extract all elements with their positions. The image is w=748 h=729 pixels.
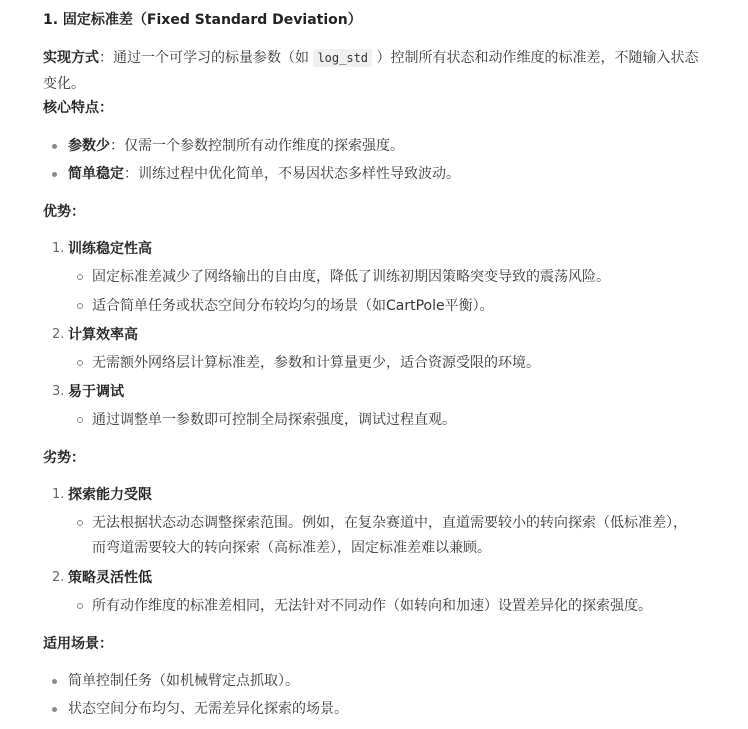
bullet-dot (52, 707, 57, 712)
use-case-item: 简单控制任务（如机械臂定点抓取）。 (68, 673, 299, 689)
advantages-heading: 优势： (43, 204, 85, 220)
bullet-circle (77, 303, 83, 309)
disadvantages-heading: 劣势： (43, 450, 85, 466)
bullet-circle (77, 417, 83, 423)
implementation-sep: ： (99, 50, 113, 66)
list-number: 3. (52, 384, 65, 399)
implementation-line-1 (43, 48, 698, 68)
list-number: 2. (52, 570, 65, 585)
core-feature-text: 仅需一个参数控制所有动作维度的探索强度。 (124, 138, 404, 154)
bullet-circle (77, 274, 83, 280)
advantage-subitem: 固定标准差减少了网络输出的自由度，降低了训练初期因策略突变导致的震荡风险。 (92, 269, 610, 285)
advantage-label: 训练稳定性高 (68, 241, 152, 257)
core-feature-sep: ： (110, 138, 124, 154)
bullet-circle (77, 360, 83, 366)
implementation-label: 实现方式 (43, 50, 99, 66)
bullet-circle (77, 520, 83, 526)
advantage-subitem: 通过调整单一参数即可控制全局探索强度，调试过程直观。 (92, 412, 456, 428)
implementation-text-after: ）控制所有状态和动作维度的标准差，不随输入状态 (372, 50, 699, 66)
disadvantage-subitem-line-2: 而弯道需要较大的转向探索（高标准差），固定标准差难以兼顾。 (92, 540, 491, 556)
bullet-dot (52, 144, 57, 149)
use-cases-heading: 适用场景： (43, 636, 113, 652)
list-number: 1. (52, 487, 65, 502)
advantage-subitem: 适合简单任务或状态空间分布较均匀的场景（如CartPole平衡）。 (92, 298, 494, 314)
core-feature-sep: ： (124, 166, 138, 182)
core-feature-label: 参数少 (68, 138, 110, 154)
bullet-dot (52, 679, 57, 684)
advantage-label: 易于调试 (68, 384, 124, 400)
disadvantage-label: 探索能力受限 (68, 487, 152, 503)
disadvantage-subitem-line-1: 无法根据状态动态调整探索范围。例如，在复杂赛道中，直道需要较小的转向探索（低标准差）， (92, 515, 687, 531)
core-feature-label: 简单稳定 (68, 166, 124, 182)
advantage-subitem: 无需额外网络层计算标准差，参数和计算量更少，适合资源受限的环境。 (92, 355, 540, 371)
list-number: 2. (52, 327, 65, 342)
implementation-text-before: 通过一个可学习的标量参数（如 (113, 50, 314, 66)
disadvantage-subitem: 所有动作维度的标准差相同，无法针对不同动作（如转向和加速）设置差异化的探索强度。 (92, 598, 652, 614)
bullet-dot (52, 172, 57, 177)
core-feature-item (68, 164, 460, 184)
bullet-circle (77, 603, 83, 609)
advantage-label: 计算效率高 (68, 327, 138, 343)
core-feature-item (68, 136, 404, 156)
disadvantage-label: 策略灵活性低 (68, 570, 152, 586)
list-number: 1. (52, 241, 65, 256)
implementation-line-2: 变化。 (43, 76, 85, 92)
core-features-heading: 核心特点： (43, 100, 113, 116)
section-title: 1. 固定标准差（Fixed Standard Deviation） (43, 12, 362, 28)
code-log-std: log_std (313, 49, 372, 67)
core-feature-text: 训练过程中优化简单，不易因状态多样性导致波动。 (138, 166, 460, 182)
use-case-item: 状态空间分布均匀、无需差异化探索的场景。 (68, 701, 348, 717)
